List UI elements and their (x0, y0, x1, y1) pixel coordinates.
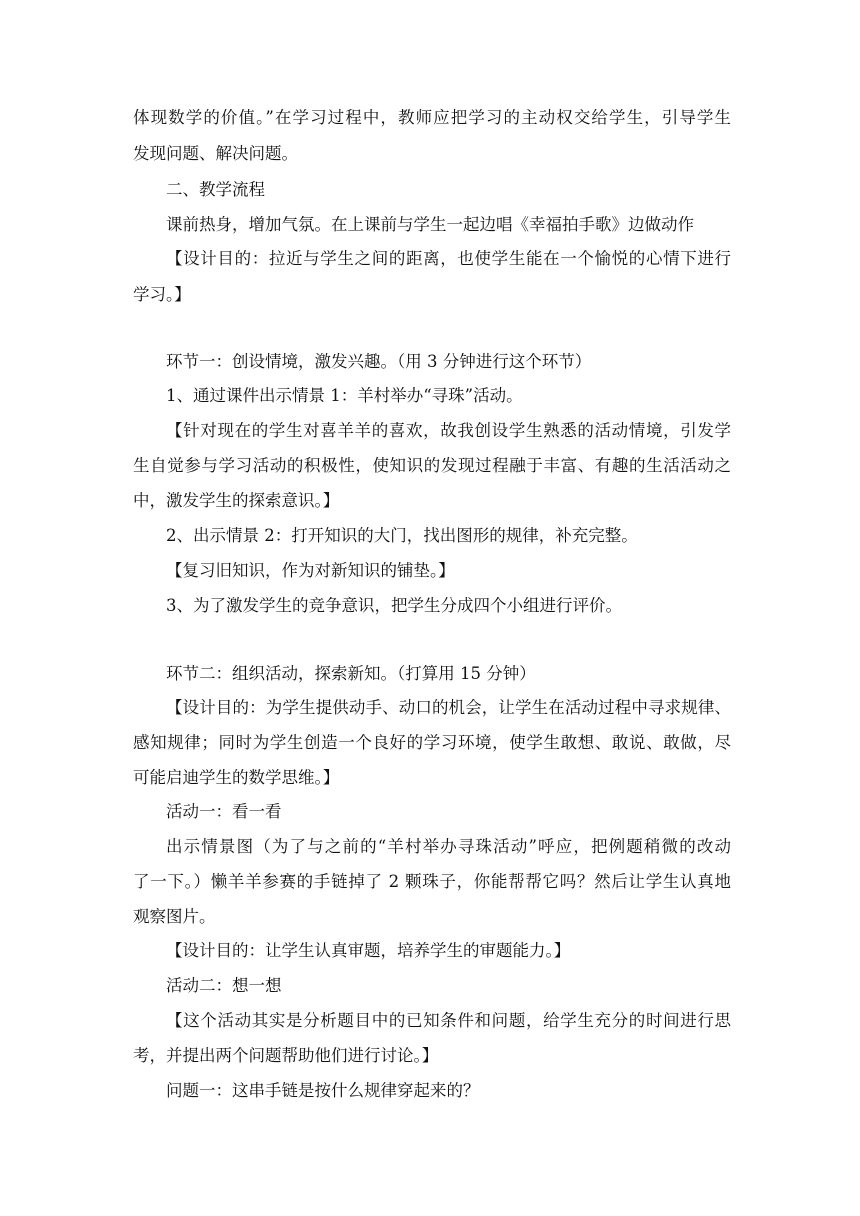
paragraph-line: 3、为了激发学生的竞争意识，把学生分成四个小组进行评价。 (166, 596, 622, 615)
paragraph-line: 发现问题、解决问题。 (133, 144, 298, 163)
paragraph-line: 1、通过课件出示情景 1：羊村举办“寻珠”活动。 (166, 386, 523, 405)
section-heading: 环节二：组织活动，探索新知。（打算用 15 分钟） (166, 664, 536, 683)
paragraph-line: 课前热身，增加气氛。在上课前与学生一起边唱《幸福拍手歌》边做动作 (166, 215, 694, 234)
paragraph-line: 体现数学的价值。”在学习过程中，教师应把学习的主动权交给学生，引导学生 (133, 108, 731, 127)
paragraph-line: 问题一：这串手链是按什么规律穿起来的？ (166, 1081, 480, 1100)
section-heading: 环节一：创设情境，激发兴趣。（用 3 分钟进行这个环节） (166, 352, 592, 371)
paragraph-line: 感知规律；同时为学生创造一个良好的学习环境，使学生敢想、敢说、敢做，尽 (133, 733, 731, 752)
paragraph-line: 了一下。）懒羊羊参赛的手链掉了 2 颗珠子，你能帮帮它吗？然后让学生认真地 (133, 872, 731, 891)
paragraph-line: 【复习旧知识，作为对新知识的铺垫。】 (166, 561, 455, 580)
paragraph-line: 【针对现在的学生对喜羊羊的喜欢，故我创设学生熟悉的活动情境，引发学 (166, 421, 731, 440)
paragraph-line: 学习。】 (133, 285, 191, 304)
paragraph-line: 可能启迪学生的数学思维。】 (133, 768, 340, 787)
paragraph-line: 【这个活动其实是分析题目中的已知条件和问题，给学生充分的时间进行思 (166, 1011, 731, 1030)
section-heading: 二、教学流程 (166, 180, 265, 199)
paragraph-line: 出示情景图（为了与之前的“羊村举办寻珠活动”呼应，把例题稍微的改动 (166, 837, 731, 856)
paragraph-line: 活动二：想一想 (166, 976, 282, 995)
paragraph-line: 【设计目的：拉近与学生之间的距离，也使学生能在一个愉悦的心情下进行 (166, 249, 731, 268)
paragraph-line: 2、出示情景 2：打开知识的大门，找出图形的规律，补充完整。 (166, 526, 638, 545)
paragraph-line: 活动一：看一看 (166, 802, 282, 821)
paragraph-line: 中，激发学生的探索意识。】 (133, 491, 340, 510)
paragraph-line: 生自觉参与学习活动的积极性，使知识的发现过程融于丰富、有趣的生活活动之 (133, 456, 731, 475)
paragraph-line: 观察图片。 (133, 907, 216, 926)
paragraph-line: 【设计目的：让学生认真审题，培养学生的审题能力。】 (166, 941, 571, 960)
paragraph-line: 【设计目的：为学生提供动手、动口的机会，让学生在活动过程中寻求规律、 (166, 698, 731, 717)
paragraph-line: 考，并提出两个问题帮助他们进行讨论。】 (133, 1046, 439, 1065)
